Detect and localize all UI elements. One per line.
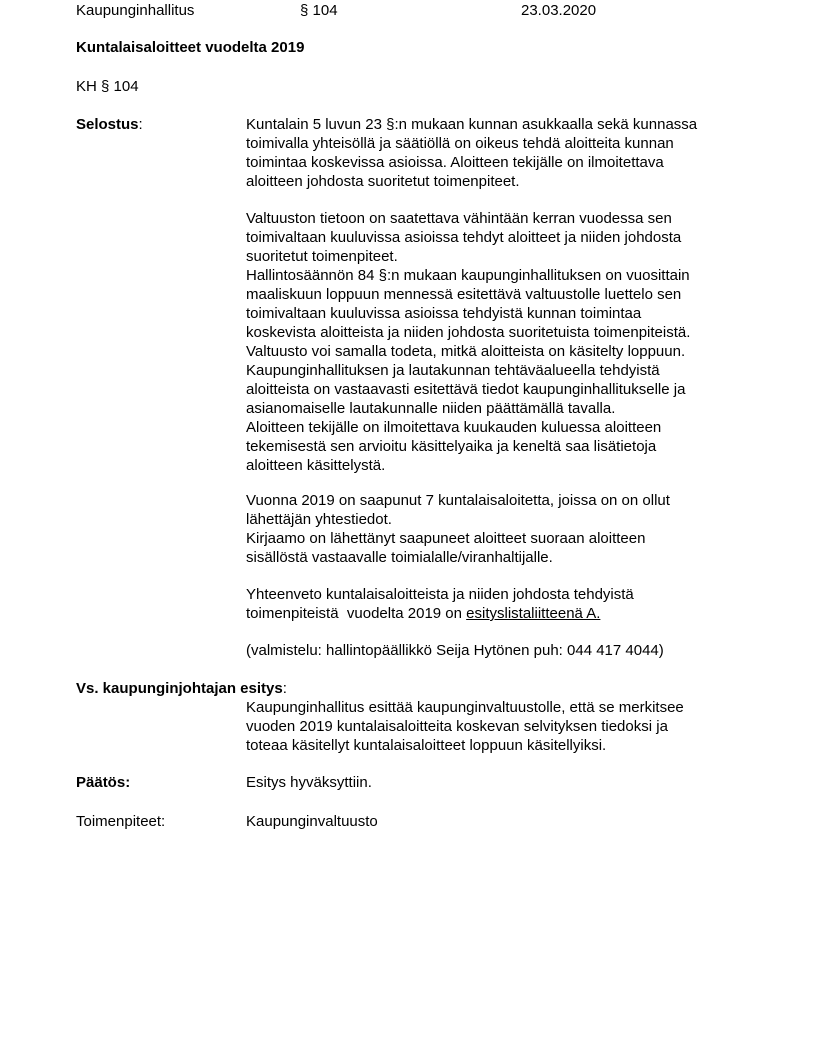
- text-line: toimivaltaan kuuluvissa asioissa tehdyistä kunnan toimintaa: [246, 305, 642, 322]
- decision-label: Päätös:: [76, 774, 131, 791]
- actions-text: Kaupunginvaltuusto: [246, 813, 378, 830]
- text-line: vuoden 2019 kuntalaisaloitteita koskevan selvityksen tiedoksi ja: [246, 718, 668, 735]
- text-line-prefix: toimenpiteistä vuodelta 2019 on: [246, 605, 467, 622]
- text-line: Yhteenveto kuntalaisaloitteista ja niiden johdosta tehdyistä: [246, 586, 634, 603]
- text-line: Kaupunginhallitus esittää kaupunginvaltuustolle, että se merkitsee: [246, 699, 684, 716]
- header-date: 23.03.2020: [521, 2, 597, 19]
- document-title: Kuntalaisaloitteet vuodelta 2019: [76, 39, 305, 56]
- text-line: Kaupunginhallituksen ja lautakunnan tehtäväalueella tehdyistä: [246, 362, 660, 379]
- text-line: lähettäjän yhtestiedot.: [246, 511, 392, 528]
- text-line: Aloitteen tekijälle on ilmoitettava kuukauden kuluessa aloitteen: [246, 419, 662, 436]
- text-line: aloitteista on vastaavasti esitettävä tiedot kaupunginhallitukselle ja: [246, 381, 686, 398]
- selostus-paragraph-2: [246, 209, 746, 475]
- text-line: aloitteen käsittelystä.: [246, 457, 386, 474]
- header-section-number: § 104: [300, 2, 338, 19]
- selostus-paragraph-4: [246, 585, 746, 623]
- text-line: asianomaiselle lautakunnalle niiden päättämällä tavalla.: [246, 400, 616, 417]
- section-reference: KH § 104: [76, 78, 139, 95]
- text-line: aloitteen johdosta suoritetut toimenpiteet.: [246, 173, 520, 190]
- selostus-label-colon: :: [138, 116, 143, 133]
- text-line: toteaa käsitellyt kuntalaisaloitteet loppuun käsitellyiksi.: [246, 737, 607, 754]
- attachment-link[interactable]: esityslistaliitteenä A.: [466, 605, 601, 622]
- text-line: toimivaltaan kuuluvissa asioissa tehdyt aloitteet ja niiden johdosta: [246, 229, 682, 246]
- header-organization: Kaupunginhallitus: [76, 2, 195, 19]
- text-line: maaliskuun loppuun mennessä esitettävä valtuustolle luettelo sen: [246, 286, 682, 303]
- selostus-paragraph-3: [246, 491, 746, 567]
- selostus-paragraph-1: [246, 115, 746, 191]
- proposal-text: [246, 698, 746, 755]
- preparer-line: (valmistelu: hallintopäällikkö Seija Hytönen puh: 044 417 4044): [246, 642, 664, 659]
- proposal-label: [76, 679, 287, 698]
- proposal-label-text: Vs. kaupunginjohtajan esitys: [76, 680, 283, 697]
- proposal-label-colon: :: [282, 680, 287, 697]
- text-line: Kirjaamo on lähettänyt saapuneet aloitteet suoraan aloitteen: [246, 530, 646, 547]
- decision-text-block: [246, 773, 746, 792]
- text-line: suoritetut toimenpiteet.: [246, 248, 398, 265]
- text-line: toimintaa koskevissa asioissa. Aloitteen tekijälle on ilmoitettava: [246, 154, 664, 171]
- text-line: Hallintosäännön 84 §:n mukaan kaupunginhallituksen on vuosittain: [246, 267, 690, 284]
- selostus-label-text: Selostus: [76, 116, 139, 133]
- text-line: Valtuuston tietoon on saatettava vähintään kerran vuodessa sen: [246, 210, 672, 227]
- selostus-label: [76, 115, 143, 134]
- text-line: koskevista aloitteista ja niiden johdosta suoritetuista toimenpiteistä.: [246, 324, 691, 341]
- text-line: sisällöstä vastaavalle toimialalle/viranhaltijalle.: [246, 549, 553, 566]
- actions-label: Toimenpiteet:: [76, 813, 166, 830]
- actions-text-block: [246, 812, 746, 831]
- text-line: Vuonna 2019 on saapunut 7 kuntalaisaloitetta, joissa on on ollut: [246, 492, 670, 509]
- text-line: tekemisestä sen arvioitu käsittelyaika ja keneltä saa lisätietoja: [246, 438, 657, 455]
- text-line: [246, 604, 746, 623]
- text-line: Kuntalain 5 luvun 23 §:n mukaan kunnan asukkaalla sekä kunnassa: [246, 116, 698, 133]
- preparer-info: [246, 641, 746, 660]
- decision-text: Esitys hyväksyttiin.: [246, 774, 372, 791]
- text-line: Valtuusto voi samalla todeta, mitkä aloitteista on käsitelty loppuun.: [246, 343, 686, 360]
- text-line: toimivalla yhteisöllä ja säätiöllä on oikeus tehdä aloitteita kunnan: [246, 135, 674, 152]
